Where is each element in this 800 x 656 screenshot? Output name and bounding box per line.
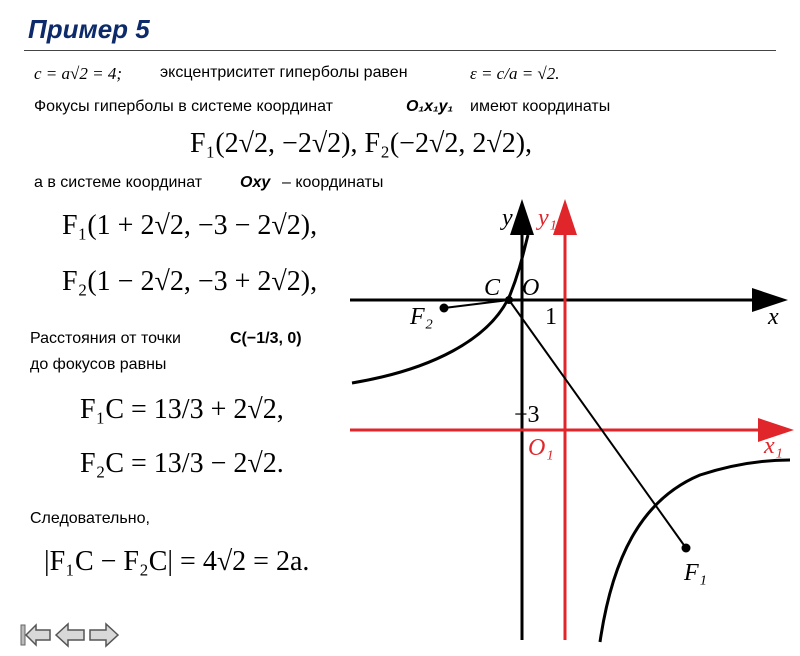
f2c-formula: F₂C = 13/3 − 2√2. <box>80 448 284 479</box>
point-c-coords: C(−1/3, 0) <box>230 330 302 347</box>
title-divider <box>24 50 776 51</box>
label-one: 1 <box>545 304 557 330</box>
system-oxy: Oxy <box>240 174 271 191</box>
eq-c: c = a√2 = 4; <box>34 64 122 83</box>
eq-eccentricity: ε = c/a = √2. <box>470 64 560 83</box>
oxy-text-b: – координаты <box>282 174 384 191</box>
distance-text-b: до фокусов равны <box>30 356 167 373</box>
label-y1: y₁ <box>538 205 557 231</box>
label-x: x <box>768 304 779 330</box>
label-minus3: −3 <box>514 402 540 428</box>
label-o1: O₁ <box>528 435 554 461</box>
label-f2: F₂ <box>410 304 434 330</box>
navigation-bar <box>20 622 120 648</box>
slide-title: Пример 5 <box>28 14 150 44</box>
point-f2 <box>440 304 449 313</box>
label-f1: F₁ <box>684 560 708 586</box>
point-f1 <box>682 544 691 553</box>
f1c-formula: F₁C = 13/3 + 2√2, <box>80 394 284 425</box>
next-icon[interactable] <box>88 622 120 648</box>
label-c: C <box>484 275 501 301</box>
eccentricity-text: эксцентриситет гиперболы равен <box>160 64 408 81</box>
oxy-text-a: а в системе координат <box>34 174 203 191</box>
hyperbola-lower-branch <box>600 460 790 642</box>
point-c <box>505 296 513 304</box>
final-formula: |F₁C − F₂C| = 4√2 = 2a. <box>44 546 310 577</box>
f1-oxy-formula: F₁(1 + 2√2, −3 − 2√2), <box>62 210 318 241</box>
label-o: O <box>522 275 540 301</box>
label-y: y <box>502 205 513 231</box>
f2-oxy-formula: F₂(1 − 2√2, −3 + 2√2), <box>62 266 318 297</box>
therefore-text: Следовательно, <box>30 510 150 527</box>
foci-text-a: Фокусы гиперболы в системе координат <box>34 98 333 115</box>
label-x1: x₁ <box>764 433 783 459</box>
foci-o1-formula: F₁(2√2, −2√2), F₂(−2√2, 2√2), <box>190 128 533 159</box>
back-icon[interactable] <box>20 622 52 648</box>
distance-text-a: Расстояния от точки <box>30 330 181 347</box>
system-o1x1y1: O₁x₁y₁ <box>406 98 454 115</box>
prev-icon[interactable] <box>54 622 86 648</box>
foci-text-b: имеют координаты <box>470 98 611 115</box>
hyperbola-graph <box>340 195 800 650</box>
